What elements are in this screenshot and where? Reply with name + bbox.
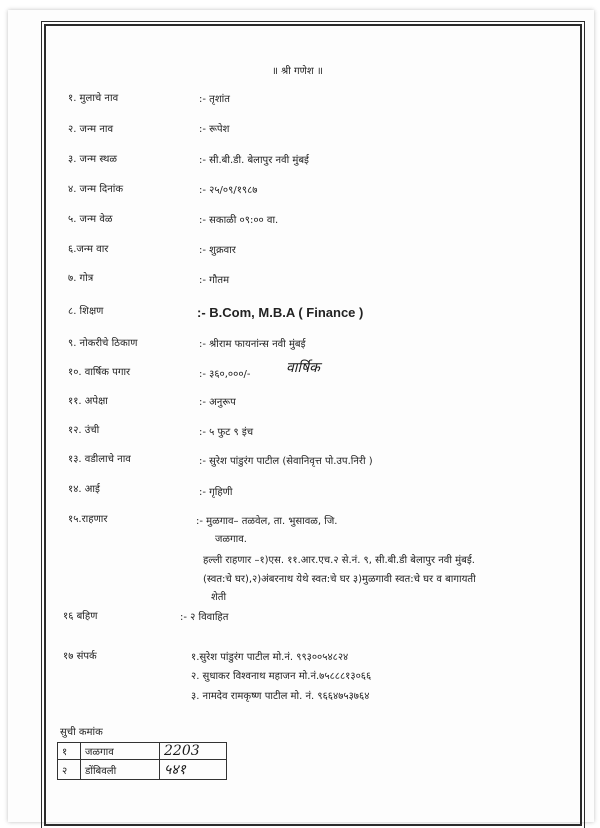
label-mother: १४. आई [68,484,100,495]
value-salary: :- ३६०,०००/- [199,369,251,380]
label-birth-name: २. जन्म नाव [68,124,114,135]
label-boy-name: १. मुलाचे नाव [68,93,119,104]
value-birth-day: :- शुक्रवार [199,245,236,256]
value-gotra: :- गौतम [199,275,230,286]
table-row [58,760,227,780]
value-expectation: :- अनुरूप [199,397,236,408]
index-no: २ [58,760,81,780]
value-residence: :- मुळगाव– तळवेल, ता. भुसावळ, जि. [196,516,338,527]
value-boy-name: :- तृशांत [199,94,230,105]
address-line: जळगाव. [215,534,247,545]
label-expectation: ११. अपेक्षा [68,396,108,407]
label-contact: १७ संपर्क [63,651,97,662]
value-education: :- B.Com, M.B.A ( Finance ) [197,305,364,320]
contact-line: २. सुधाकर विश्वनाथ महाजन मो.नं.७५८८८१३०६६ [191,671,372,682]
value-birth-name: :- रूपेश [199,124,230,135]
label-birth-day: ६.जन्म वार [68,244,109,255]
label-job-place: ९. नोकरीचे ठिकाण [68,338,138,349]
label-birth-date: ४. जन्म दिनांक [68,184,124,195]
label-education: ८. शिक्षण [68,306,104,317]
contact-line: १.सुरेश पांडुरंग पाटील मो.नं. ९९३००५४८२४ [191,652,349,663]
value-father-name: :- सुरेश पांडुरंग पाटील (सेवानिवृत्त पो.उप.निरी ) [199,456,373,467]
contact-line: ३. नामदेव रामकृष्ण पाटील मो. नं. ९६६४७५३७६४ [191,691,370,702]
value-sister: :- २ विवाहित [180,612,229,623]
label-birth-time: ५. जन्म वेळ [68,214,113,225]
label-gotra: ७. गोत्र [68,273,94,284]
label-sister: १६ बहिण [63,611,98,622]
index-number: ५४१ [160,760,227,780]
index-table [57,742,227,780]
index-place: जळगाव [81,743,160,760]
index-title: सुची कमांक [60,727,103,738]
value-job-place: :- श्रीराम फायनांन्स नवी मुंबई [199,339,306,350]
label-height: १२. उंची [68,425,100,436]
index-number: 2203 [160,743,227,760]
value-birth-time: :- सकाळी ०९:०० वा. [199,215,279,226]
page-border [44,24,582,826]
salary-handwritten-note: वार्षिक [286,360,320,376]
value-mother: :- गृहिणी [199,487,233,498]
page-heading: ॥ श्री गणेश ॥ [272,66,323,77]
address-line: (स्वत:चे घर),२)अंबरनाथ येथे स्वत:चे घर ३)मुळगावी स्वत:चे घर व बागायती [203,574,476,585]
value-birth-date: :- २५/०९/१९८७ [199,185,258,196]
address-line: शेती [211,592,227,603]
value-height: :- ५ फुट ९ इंच [199,427,254,438]
index-no: १ [58,743,81,760]
label-residence: १५.राहणार [68,514,108,525]
address-line: हल्ली राहणार –१)एस. ११.आर.एच.२ से.नं. ९, सी.बी.डी बेलापुर नवी मुंबई. [203,555,475,566]
label-father-name: १३. वडीलाचे नाव [68,454,131,465]
table-row [58,743,227,760]
value-birth-place: :- सी.बी.डी. बेलापुर नवी मुंबई [199,155,309,166]
label-birth-place: ३. जन्म स्थळ [68,154,117,165]
index-place: डोंबिवली [81,760,160,780]
label-salary: १०. वार्षिक पगार [68,367,131,378]
